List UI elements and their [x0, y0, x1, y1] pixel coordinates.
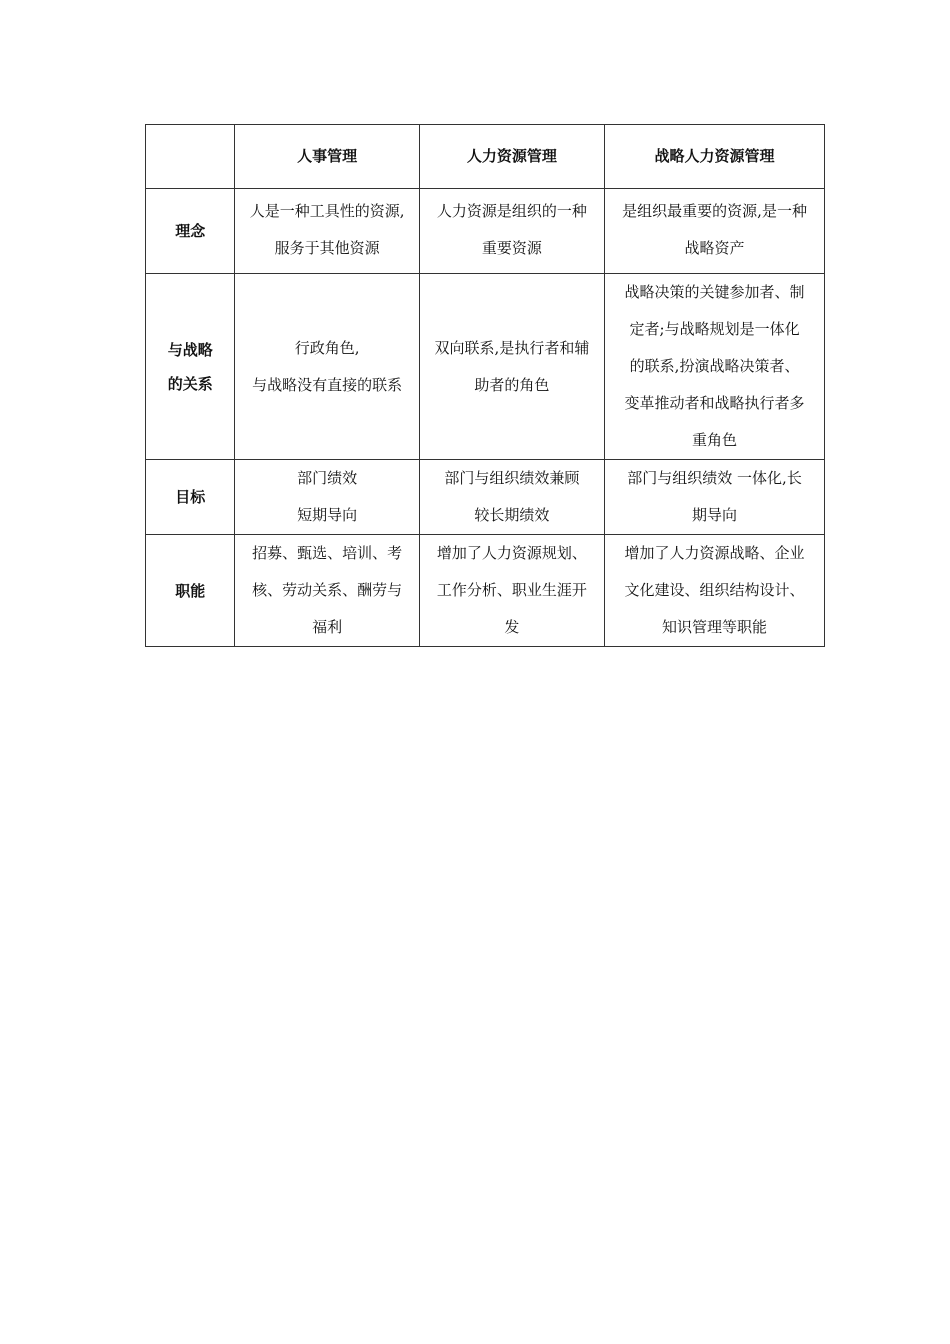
header-corner-cell	[146, 125, 235, 189]
cell-function-strategic: 增加了人力资源战略、企业 文化建设、组织结构设计、 知识管理等职能	[605, 535, 825, 647]
header-strategic-hr-management: 战略人力资源管理	[605, 125, 825, 189]
cell-relation-strategic: 战略决策的关键参加者、制 定者;与战略规划是一体化 的联系,扮演战略决策者、 变革推动者和战略执行者多 重角色	[605, 274, 825, 460]
table-row-strategy-relation	[146, 274, 825, 460]
cell-relation-personnel: 行政角色, 与战略没有直接的联系	[235, 274, 419, 460]
row-label-goal: 目标	[146, 460, 235, 535]
row-label-function: 职能	[146, 535, 235, 647]
cell-idea-strategic: 是组织最重要的资源,是一种 战略资产	[605, 189, 825, 274]
header-hr-management: 人力资源管理	[419, 125, 604, 189]
cell-idea-personnel: 人是一种工具性的资源, 服务于其他资源	[235, 189, 419, 274]
cell-function-personnel: 招募、甄选、培训、考 核、劳动关系、酬劳与 福利	[235, 535, 419, 647]
cell-goal-personnel: 部门绩效 短期导向	[235, 460, 419, 535]
cell-relation-hr: 双向联系,是执行者和辅 助者的角色	[419, 274, 604, 460]
table-row-idea	[146, 189, 825, 274]
table-row-function	[146, 535, 825, 647]
row-label-strategy-relation: 与战略 的关系	[146, 274, 235, 460]
comparison-table	[145, 124, 825, 647]
row-label-idea: 理念	[146, 189, 235, 274]
table-header-row	[146, 125, 825, 189]
header-personnel-management: 人事管理	[235, 125, 419, 189]
cell-function-hr: 增加了人力资源规划、 工作分析、职业生涯开 发	[419, 535, 604, 647]
cell-goal-strategic: 部门与组织绩效 一体化,长 期导向	[605, 460, 825, 535]
cell-idea-hr: 人力资源是组织的一种 重要资源	[419, 189, 604, 274]
table-row-goal	[146, 460, 825, 535]
cell-goal-hr: 部门与组织绩效兼顾 较长期绩效	[419, 460, 604, 535]
